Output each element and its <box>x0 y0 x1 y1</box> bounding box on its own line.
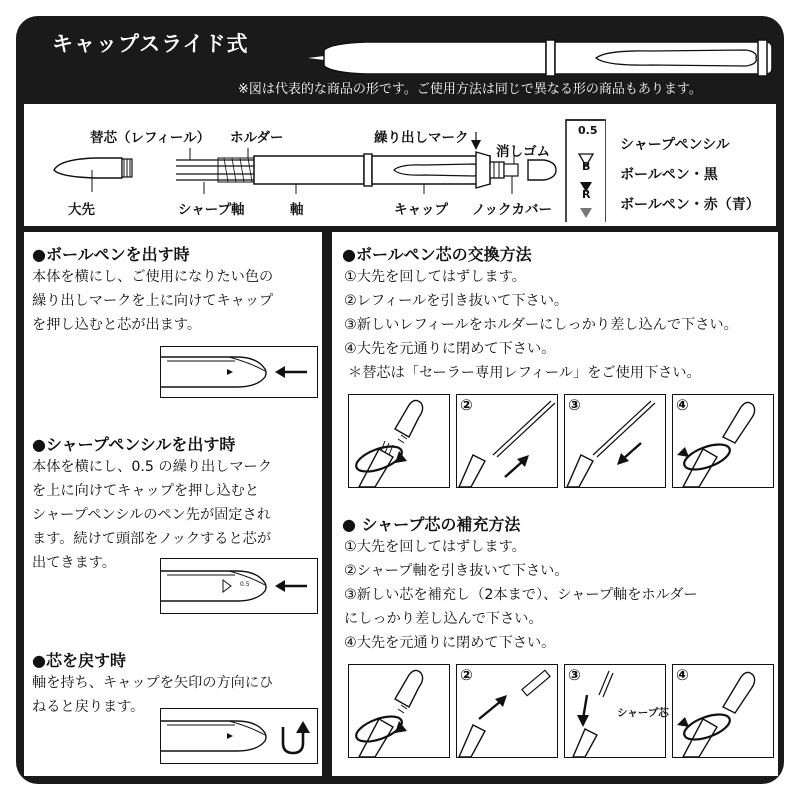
retract-line-2: ねると戻ります。 <box>32 699 145 715</box>
pencil-out-figure <box>160 558 318 614</box>
page-title: キャップスライド式 <box>52 32 249 56</box>
step-number: ④ <box>676 396 689 414</box>
disclaimer-note: ※図は代表的な商品の形です。ご使用方法は同じで異なる形の商品もあります。 <box>238 82 702 97</box>
ballpoint-out-line-2: 繰り出しマークを上に向けてキャップ <box>32 293 274 309</box>
lead-refill-line-4: にしっかり差し込んで下さい。 <box>344 611 543 627</box>
lead-refill-line-3: ③新しい芯を補充し（2本まで）、シャープ軸をホルダー <box>344 587 698 603</box>
section-title-ballpoint-out: ●ボールペンを出す時 <box>32 245 190 264</box>
label-pencil-shaft: シャープ軸 <box>178 202 245 218</box>
refill-step-3 <box>564 394 666 488</box>
legend-mark-red: R <box>582 188 591 201</box>
refill-exchange-note: ＊替芯は「セーラー専用レフィール」をご使用下さい。 <box>348 365 701 381</box>
ballpoint-out-line-1: 本体を横にし、ご使用になりたい色の <box>32 269 274 285</box>
legend-label-black: ボールペン・黒 <box>620 167 718 183</box>
lead-step-2 <box>456 664 558 758</box>
header-pen-illustration <box>306 38 776 78</box>
step-number: ③ <box>568 396 581 414</box>
label-eraser: 消しゴム <box>496 144 550 160</box>
refill-exchange-line-1: ①大先を回してはずします。 <box>344 269 526 285</box>
lead-refill-line-5: ④大先を元通りに閉めて下さい。 <box>344 635 556 651</box>
section-title-refill-exchange: ●ボールペン芯の交換方法 <box>342 245 532 264</box>
legend-label-red: ボールペン・赤（青） <box>620 197 760 213</box>
step-number: ③ <box>568 666 581 684</box>
lead-refill-line-2: ②シャープ軸を引き抜いて下さい。 <box>344 563 569 579</box>
step-number: ② <box>460 666 473 684</box>
section-title-retract: ●芯を戻す時 <box>32 651 126 670</box>
pencil-out-line-1: 本体を横にし、0.5 の繰り出しマーク <box>32 459 272 475</box>
refill-exchange-line-2: ②レフィールを引き抜いて下さい。 <box>344 293 569 309</box>
legend-mark-pencil: 0.5 <box>578 124 598 137</box>
pencil-out-line-3: シャープペンシルのペン先が固定され <box>32 507 271 523</box>
refill-step-2 <box>456 394 558 488</box>
retract-figure <box>160 708 318 764</box>
step-number: ④ <box>676 666 689 684</box>
lead-label: シャープ芯 <box>617 707 669 719</box>
label-knock-cover: ノックカバー <box>472 202 553 218</box>
refill-exchange-line-3: ③新しいレフィールをホルダーにしっかり差し込んで下さい。 <box>344 317 738 333</box>
refill-step-1 <box>348 394 450 488</box>
label-body: 軸 <box>290 202 304 218</box>
refill-exchange-line-4: ④大先を元通りに閉めて下さい。 <box>344 341 556 357</box>
parts-diagram <box>24 104 776 226</box>
label-refill: 替芯（レフィール） <box>90 130 211 146</box>
header <box>16 16 784 102</box>
lead-step-4 <box>672 664 774 758</box>
refill-step-4 <box>672 394 774 488</box>
retract-line-1: 軸を持ち、キャップを矢印の方向にひ <box>32 675 274 691</box>
label-tip: 大先 <box>68 202 95 218</box>
legend-mark-black: B <box>582 160 591 173</box>
section-title-lead-refill: ● シャープ芯の補充方法 <box>342 515 521 534</box>
pencil-out-line-4: ます。続けて頭部をノックすると芯が <box>32 531 272 547</box>
ballpoint-out-figure <box>160 346 318 398</box>
label-feed-mark: 繰り出しマーク <box>374 130 469 146</box>
pencil-mark-label: 0.5 <box>240 581 250 588</box>
legend-label-pencil: シャープペンシル <box>620 137 730 153</box>
step-number: ② <box>460 396 473 414</box>
section-title-pencil-out: ●シャープペンシルを出す時 <box>32 435 236 454</box>
right-panel <box>332 232 778 776</box>
parts-illustration <box>24 104 584 226</box>
lead-step-3 <box>564 664 669 758</box>
lead-step-1 <box>348 664 450 758</box>
lead-refill-line-1: ①大先を回してはずします。 <box>344 539 526 555</box>
left-panel <box>24 232 322 776</box>
ballpoint-out-line-3: を押し込むと芯が出ます。 <box>32 317 202 333</box>
label-cap: キャップ <box>394 202 448 218</box>
pencil-out-line-5: 出てきます。 <box>32 555 116 571</box>
label-holder: ホルダー <box>230 130 284 146</box>
pencil-out-line-2: を上に向けてキャップを押し込むと <box>32 483 260 499</box>
